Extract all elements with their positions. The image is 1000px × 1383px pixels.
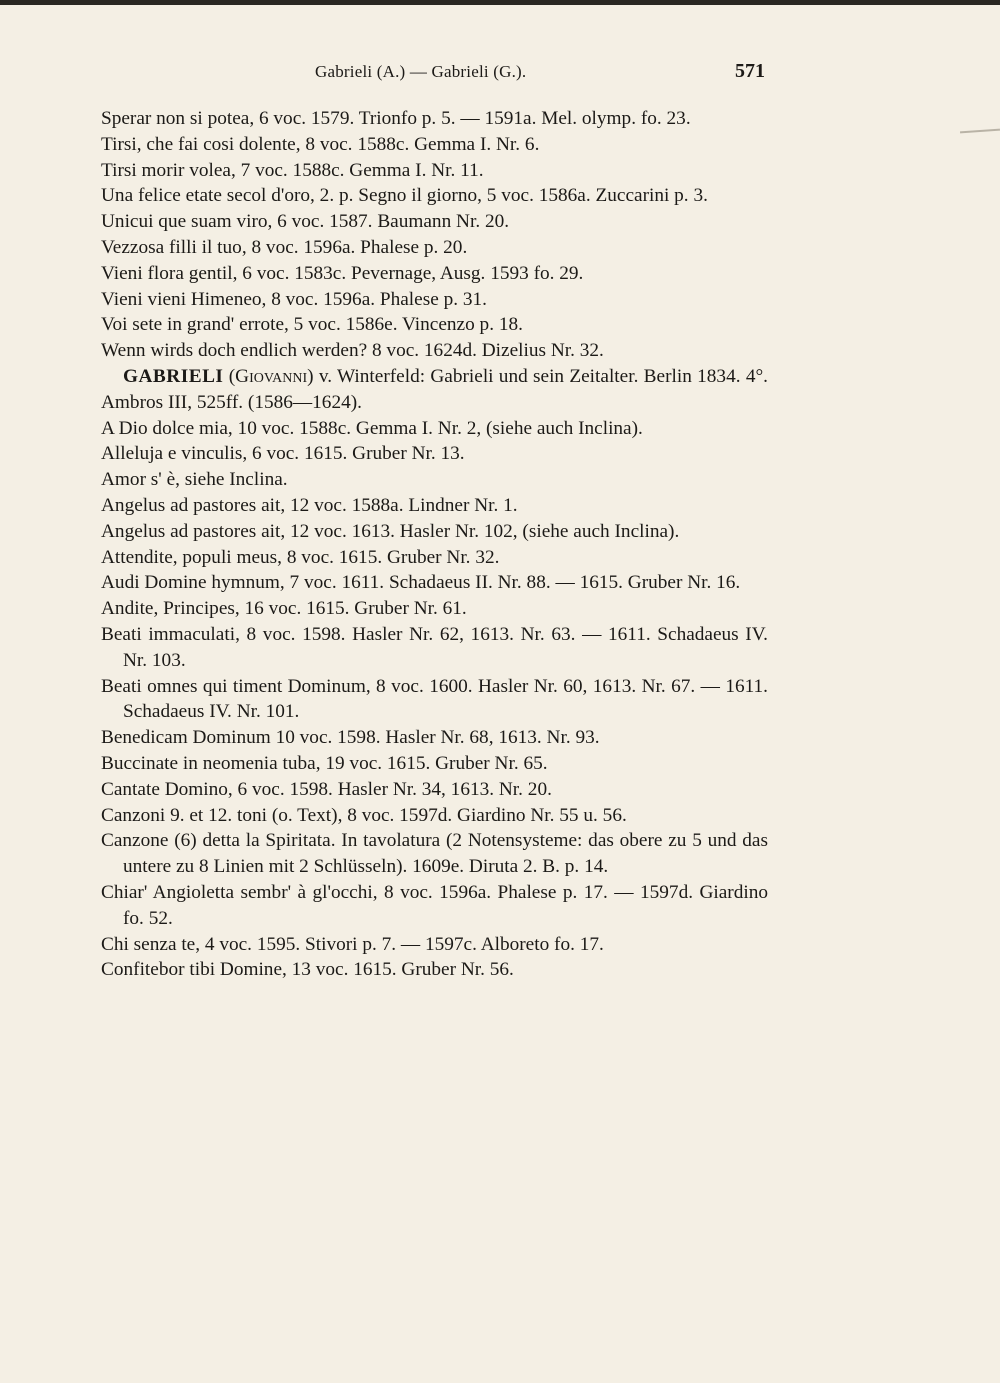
entry-text: Attendite, populi meus, 8 voc. 1615. Gruber Nr. 32. <box>101 546 500 568</box>
list-item <box>101 674 768 726</box>
list-item <box>101 132 768 158</box>
list-item <box>101 261 768 287</box>
entry-text: Audi Domine hymnum, 7 voc. 1611. Schadaeus II. Nr. 88. — 1615. Gruber Nr. 16. <box>101 572 741 594</box>
entry-list <box>101 106 768 983</box>
list-item <box>101 622 768 674</box>
list-item <box>101 880 768 932</box>
list-item <box>101 751 768 777</box>
entry-text: Amor s' è, siehe Inclina. <box>101 469 288 491</box>
list-item <box>101 338 768 364</box>
list-item <box>101 803 768 829</box>
list-item <box>101 158 768 184</box>
list-item <box>101 441 768 467</box>
composer-given-name: Giovanni <box>235 365 308 387</box>
entry-text: Beati immaculati, 8 voc. 1598. Hasler Nr. 62, 1613. Nr. 63. — 1611. Schadaeus IV. Nr. 103. <box>101 623 768 671</box>
entry-text: Una felice etate secol d'oro, 2. p. Segno il giorno, 5 voc. 1586a. Zuccarini p. 3. <box>101 185 708 207</box>
entry-text: Beati omnes qui timent Dominum, 8 voc. 1600. Hasler Nr. 60, 1613. Nr. 67. — 1611. Schadaeus IV. Nr. 101. <box>101 675 768 723</box>
list-item <box>101 519 768 545</box>
entry-text: Unicui que suam viro, 6 voc. 1587. Baumann Nr. 20. <box>101 211 510 233</box>
list-item <box>101 725 768 751</box>
list-item <box>101 183 768 209</box>
entry-text: Wenn wirds doch endlich werden? 8 voc. 1624d. Dizelius Nr. 32. <box>101 340 604 362</box>
entry-text: Andite, Principes, 16 voc. 1615. Gruber Nr. 61. <box>101 598 467 620</box>
list-item <box>101 287 768 313</box>
entry-text: Sperar non si potea, 6 voc. 1579. Trionfo p. 5. — 1591a. Mel. olymp. fo. 23. <box>101 108 691 129</box>
composer-name: GABRIELI <box>123 365 224 387</box>
list-item <box>101 416 768 442</box>
list-item <box>101 777 768 803</box>
list-item <box>101 235 768 261</box>
entry-text: Alleluja e vinculis, 6 voc. 1615. Gruber Nr. 13. <box>101 443 465 465</box>
list-item <box>101 312 768 338</box>
entry-text: Vieni vieni Himeneo, 8 voc. 1596a. Phalese p. 31. <box>101 288 487 310</box>
entry-text: Vezzosa filli il tuo, 8 voc. 1596a. Phalese p. 20. <box>101 236 468 258</box>
list-item <box>101 209 768 235</box>
entry-text: Benedicam Dominum 10 voc. 1598. Hasler Nr. 68, 1613. Nr. 93. <box>101 727 600 749</box>
list-item <box>101 467 768 493</box>
entry-text: Tirsi, che fai cosi dolente, 8 voc. 1588c. Gemma I. Nr. 6. <box>101 133 540 155</box>
running-title: Gabrieli (A.) — Gabrieli (G.). <box>315 62 527 81</box>
list-item <box>101 932 768 958</box>
entry-text: Tirsi morir volea, 7 voc. 1588c. Gemma I. Nr. 11. <box>101 159 484 181</box>
paren-close: ) <box>307 365 314 387</box>
top-edge-rule <box>0 0 1000 5</box>
entry-text: Chiar' Angioletta sembr' à gl'occhi, 8 voc. 1596a. Phalese p. 17. — 1597d. Giardino fo. 52. <box>101 881 768 929</box>
entry-text: Buccinate in neomenia tuba, 19 voc. 1615. Gruber Nr. 65. <box>101 752 548 774</box>
list-item <box>101 828 768 880</box>
entry-text: A Dio dolce mia, 10 voc. 1588c. Gemma I. Nr. 2, (siehe auch Inclina). <box>101 417 643 439</box>
margin-mark <box>960 129 1000 134</box>
page-header <box>100 62 765 88</box>
entry-text: Angelus ad pastores ait, 12 voc. 1613. Hasler Nr. 102, (siehe auch Inclina). <box>101 520 680 542</box>
page-number: 571 <box>735 60 765 82</box>
list-item <box>101 106 768 132</box>
entry-text: Angelus ad pastores ait, 12 voc. 1588a. Lindner Nr. 1. <box>101 494 518 516</box>
entry-text: Confitebor tibi Domine, 13 voc. 1615. Gruber Nr. 56. <box>101 959 514 981</box>
list-item <box>101 596 768 622</box>
entry-text: Vieni flora gentil, 6 voc. 1583c. Pevernage, Ausg. 1593 fo. 29. <box>101 262 584 284</box>
entry-text: Cantate Domino, 6 voc. 1598. Hasler Nr. 34, 1613. Nr. 20. <box>101 778 552 800</box>
entry-text: Chi senza te, 4 voc. 1595. Stivori p. 7. — 1597c. Alboreto fo. 17. <box>101 933 604 955</box>
list-item <box>101 570 768 596</box>
entry-text: Voi sete in grand' errote, 5 voc. 1586e. Vincenzo p. 18. <box>101 314 523 336</box>
entry-text: v. Winterfeld: Gabrieli und sein Zeitalter. Berlin 1834. 4°. Ambros III, 525ff. (1586—1624). <box>101 365 768 413</box>
entry-text: Canzone (6) detta la Spiritata. In tavolatura (2 Notensysteme: das obere zu 5 und das untere zu 8 Linien mit 2 Schlüsseln). 1609e. Diruta 2. B. p. 14. <box>101 830 768 878</box>
list-item <box>101 545 768 571</box>
list-item <box>101 957 768 983</box>
section-heading-entry <box>101 364 768 416</box>
list-item <box>101 493 768 519</box>
paren-open: ( <box>223 365 236 387</box>
entry-text: Canzoni 9. et 12. toni (o. Text), 8 voc. 1597d. Giardino Nr. 55 u. 56. <box>101 804 627 826</box>
